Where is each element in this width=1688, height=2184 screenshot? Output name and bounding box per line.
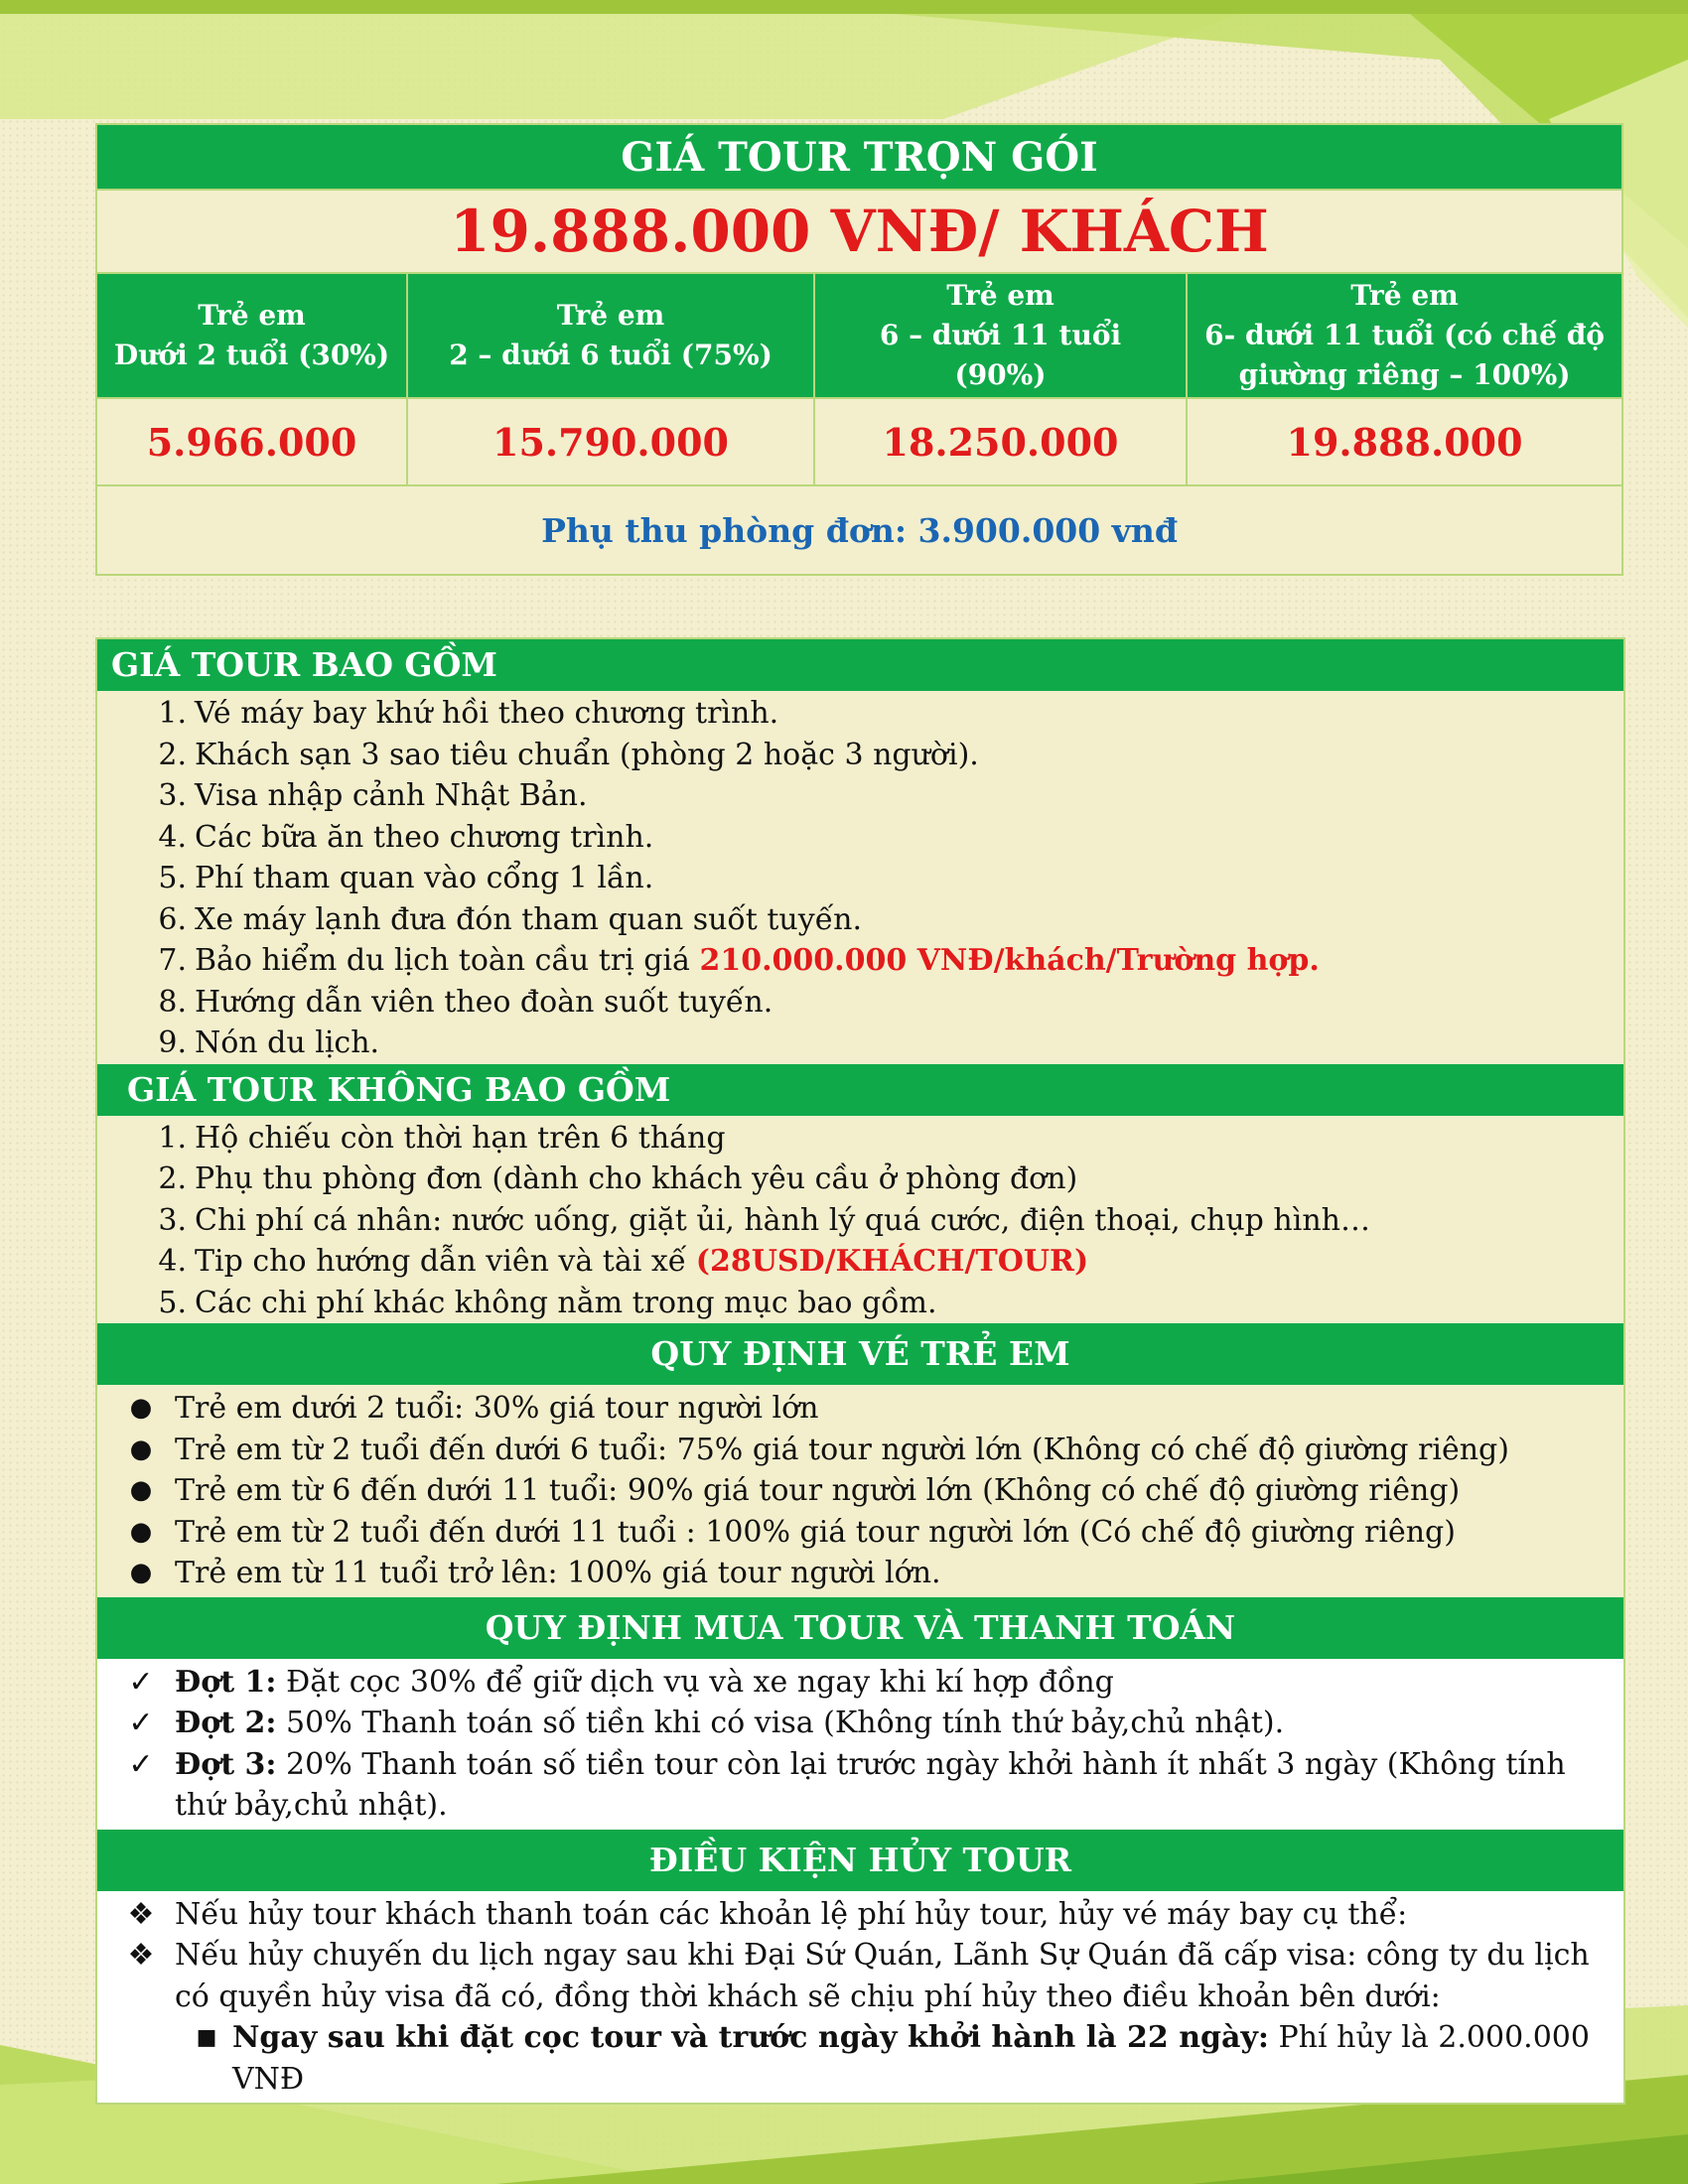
cancellation-sublist xyxy=(175,2017,1623,2100)
child-price: 5.966.000 xyxy=(96,398,407,485)
child-price: 18.250.000 xyxy=(814,398,1187,485)
list-item: 1. Vé máy bay khứ hồi theo chương trình. xyxy=(158,696,779,731)
list-item: ✓ Đợt 2: 50% Thanh toán số tiền khi có visa (Không tính thứ bảy,chủ nhật). xyxy=(97,1703,1623,1744)
list-item: ● Trẻ em từ 2 tuổi đến dưới 6 tuổi: 75% giá tour người lớn (Không có chế độ giường riêng) xyxy=(97,1430,1623,1471)
bullet-icon: ● xyxy=(129,1516,153,1547)
list-item: 7. Bảo hiểm du lịch toàn cầu trị giá 210.000.000 VNĐ/khách/Trường hợp. xyxy=(158,943,1320,978)
tip-amount: (28USD/KHÁCH/TOUR) xyxy=(695,1244,1089,1279)
tour-details xyxy=(95,637,1625,2105)
list-item: ■ Ngay sau khi đặt cọc tour và trước ngày khởi hành là 22 ngày: Phí hủy là 2.000.000 VNĐ xyxy=(175,2017,1623,2100)
cancellation-heading: ĐIỀU KIỆN HỦY TOUR xyxy=(97,1830,1623,1891)
list-item: 5. Phí tham quan vào cổng 1 lần. xyxy=(158,861,654,895)
child-price: 19.888.000 xyxy=(1187,398,1622,485)
bullet-icon: ● xyxy=(129,1558,153,1587)
list-item: ● Trẻ em dưới 2 tuổi: 30% giá tour người lớn xyxy=(97,1388,1623,1430)
list-item: 5. Các chi phí khác không nằm trong mục bao gồm. xyxy=(158,1285,937,1320)
bullet-icon: ● xyxy=(129,1475,153,1505)
cancellation-section xyxy=(97,1891,1623,2104)
list-item: 8. Hướng dẫn viên theo đoàn suốt tuyến. xyxy=(158,984,774,1020)
cancellation-list xyxy=(97,1891,1623,2104)
price-table xyxy=(95,123,1623,576)
included-list xyxy=(97,691,1623,1064)
list-item: ● Trẻ em từ 6 đến dưới 11 tuổi: 90% giá tour người lớn (Không có chế độ giường riêng) xyxy=(97,1470,1623,1512)
excluded-heading: GIÁ TOUR KHÔNG BAO GỒM xyxy=(97,1064,1623,1116)
child-price: 15.790.000 xyxy=(407,398,814,485)
column-header: Trẻ em 2 – dưới 6 tuổi (75%) xyxy=(407,273,814,398)
list-item: ✓ Đợt 3: 20% Thanh toán số tiền tour còn lại trước ngày khởi hành ít nhất 3 ngày (Không tính thứ bảy,chủ nhật). xyxy=(97,1744,1623,1827)
list-item: ❖ Nếu hủy tour khách thanh toán các khoản lệ phí hủy tour, hủy vé máy bay cụ thể: xyxy=(97,1894,1623,1936)
list-item: ❖ Nếu hủy chuyến du lịch ngay sau khi Đại Sứ Quán, Lãnh Sự Quán đã cấp visa: công ty du lịch có quyền hủy visa đã có, đồng thời khách sẽ chịu phí hủy theo điều khoản bên dưới: ■ Ngay sau khi đặt cọc tour và trước ngày khởi hành là 22 ngày: Phí hủy là 2.000.000 VNĐ xyxy=(97,1935,1623,2100)
list-item: 3. Chi phí cá nhân: nước uống, giặt ủi, hành lý quá cước, điện thoại, chụp hình… xyxy=(158,1202,1370,1238)
column-header: Trẻ em 6 – dưới 11 tuổi (90%) xyxy=(814,273,1187,398)
child-policy-list xyxy=(97,1385,1623,1597)
list-item: ✓ Đợt 1: Đặt cọc 30% để giữ dịch vụ và xe ngay khi kí hợp đồng xyxy=(97,1662,1623,1704)
list-item: ● Trẻ em từ 2 tuổi đến dưới 11 tuổi : 100% giá tour người lớn (Có chế độ giường riêng) xyxy=(97,1512,1623,1554)
payment-section xyxy=(97,1659,1623,1830)
check-icon: ✓ xyxy=(128,1706,154,1740)
excluded-section xyxy=(97,1116,1623,1324)
child-policy-heading: QUY ĐỊNH VÉ TRẺ EM xyxy=(97,1323,1623,1385)
bullet-icon: ● xyxy=(129,1393,153,1423)
diamond-icon: ❖ xyxy=(127,1938,155,1973)
included-heading: GIÁ TOUR BAO GỒM xyxy=(97,639,1623,691)
price-table-title: GIÁ TOUR TRỌN GÓI xyxy=(96,124,1622,190)
excluded-list xyxy=(97,1116,1623,1324)
list-item: 6. Xe máy lạnh đưa đón tham quan suốt tuyến. xyxy=(158,901,863,937)
bullet-icon: ● xyxy=(129,1433,153,1464)
check-icon: ✓ xyxy=(128,1664,154,1700)
insurance-amount: 210.000.000 VNĐ/khách/Trường hợp. xyxy=(699,943,1320,978)
child-policy-section xyxy=(97,1385,1623,1597)
single-room-surcharge: Phụ thu phòng đơn: 3.900.000 vnđ xyxy=(96,485,1622,575)
diamond-icon: ❖ xyxy=(127,1896,155,1932)
list-item: 3. Visa nhập cảnh Nhật Bản. xyxy=(158,778,588,813)
list-item: 2. Phụ thu phòng đơn (dành cho khách yêu cầu ở phòng đơn) xyxy=(158,1161,1078,1196)
payment-list xyxy=(97,1659,1623,1830)
list-item: 4. Tip cho hướng dẫn viên và tài xế (28USD/KHÁCH/TOUR) xyxy=(158,1244,1089,1279)
list-item: 2. Khách sạn 3 sao tiêu chuẩn (phòng 2 hoặc 3 người). xyxy=(158,737,979,772)
column-header: Trẻ em Dưới 2 tuổi (30%) xyxy=(96,273,407,398)
main-price: 19.888.000 VNĐ/ KHÁCH xyxy=(96,190,1622,273)
check-icon: ✓ xyxy=(128,1746,154,1782)
included-section xyxy=(97,691,1623,1064)
square-bullet-icon: ■ xyxy=(196,2025,217,2050)
list-item: ● Trẻ em từ 11 tuổi trở lên: 100% giá tour người lớn. xyxy=(97,1553,1623,1594)
list-item: 1. Hộ chiếu còn thời hạn trên 6 tháng xyxy=(158,1120,726,1156)
list-item: 4. Các bữa ăn theo chương trình. xyxy=(158,819,654,855)
column-header: Trẻ em 6- dưới 11 tuổi (có chế độ giường riêng – 100%) xyxy=(1187,273,1622,398)
list-item: 9. Nón du lịch. xyxy=(158,1025,380,1060)
payment-heading: QUY ĐỊNH MUA TOUR VÀ THANH TOÁN xyxy=(97,1597,1623,1659)
